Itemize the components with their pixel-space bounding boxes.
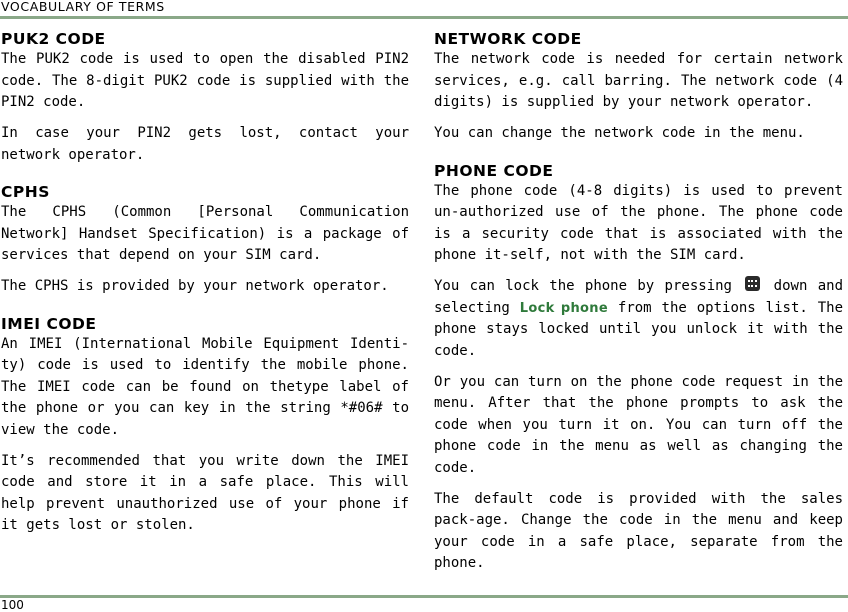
paragraph: Or you can turn on the phone code request in the menu. After that the phone prompts to ask the code when you turn it on. You can turn off the phone code in the menu as well as changing the code. <box>434 373 843 476</box>
text-segment: down and selecting <box>434 278 844 316</box>
section-cphs <box>1 182 409 298</box>
section-phone-code <box>434 161 843 575</box>
paragraph: The network code is needed for certain network services, e.g. call barring. The network code (4 digits) is supplied by your network operator. <box>434 51 843 110</box>
heading-imei-code: IMEI CODE <box>1 314 97 333</box>
heading-cphs: CPHS <box>1 183 50 201</box>
heading-phone-code: PHONE CODE <box>434 161 554 180</box>
section-imei-code <box>1 314 409 537</box>
header-rule <box>0 16 848 19</box>
section-network-code <box>434 29 843 145</box>
page-header-title: VOCABULARY OF TERMS <box>1 0 165 14</box>
paragraph: It’s recommended that you write down the IMEI code and store it in a safe place. This will help prevent unauthorized use of your phone if it gets lost or stolen. <box>1 452 409 533</box>
paragraph: You can change the network code in the menu. <box>434 125 805 141</box>
paragraph: An IMEI (International Mobile Equipment Identi-ty) code is used to identify the mobile phone. The IMEI code can be found on thetype label of the phone or you can key in the string *#06# to view the code. <box>1 335 409 438</box>
paragraph: The phone code (4-8 digits) is used to prevent un-authorized use of the phone. The phone code is a security code that is associated with the phone it-self, not with the SIM card. <box>434 182 843 263</box>
text-segment: from the options list. The phone stays locked until you unlock it with the code. <box>434 299 844 359</box>
text-segment: You can lock the phone by pressing <box>434 278 732 294</box>
paragraph: The CPHS is provided by your network operator. <box>1 278 389 294</box>
footer-rule <box>0 595 848 598</box>
right-column <box>434 29 843 584</box>
paragraph-lock-phone <box>434 276 843 362</box>
left-column <box>1 29 409 546</box>
paragraph: The PUK2 code is used to open the disabled PIN2 code. The 8-digit PUK2 code is supplied with the PIN2 code. <box>1 51 409 110</box>
heading-puk2-code: PUK2 CODE <box>1 30 106 48</box>
keypad-key-icon <box>745 276 760 291</box>
paragraph: The CPHS (Common [Personal Communication Network] Handset Specification) is a package of services that depend on your SIM card. <box>1 204 409 263</box>
heading-network-code: NETWORK CODE <box>434 30 582 48</box>
page-number: 100 <box>1 598 24 612</box>
menu-term-lock-phone: Lock phone <box>519 300 608 316</box>
paragraph: In case your PIN2 gets lost, contact your network operator. <box>1 125 409 163</box>
paragraph: The default code is provided with the sales pack-age. Change the code in the menu and keep your code in a safe place, separate from the phone. <box>434 490 843 571</box>
section-puk2-code <box>1 29 409 166</box>
